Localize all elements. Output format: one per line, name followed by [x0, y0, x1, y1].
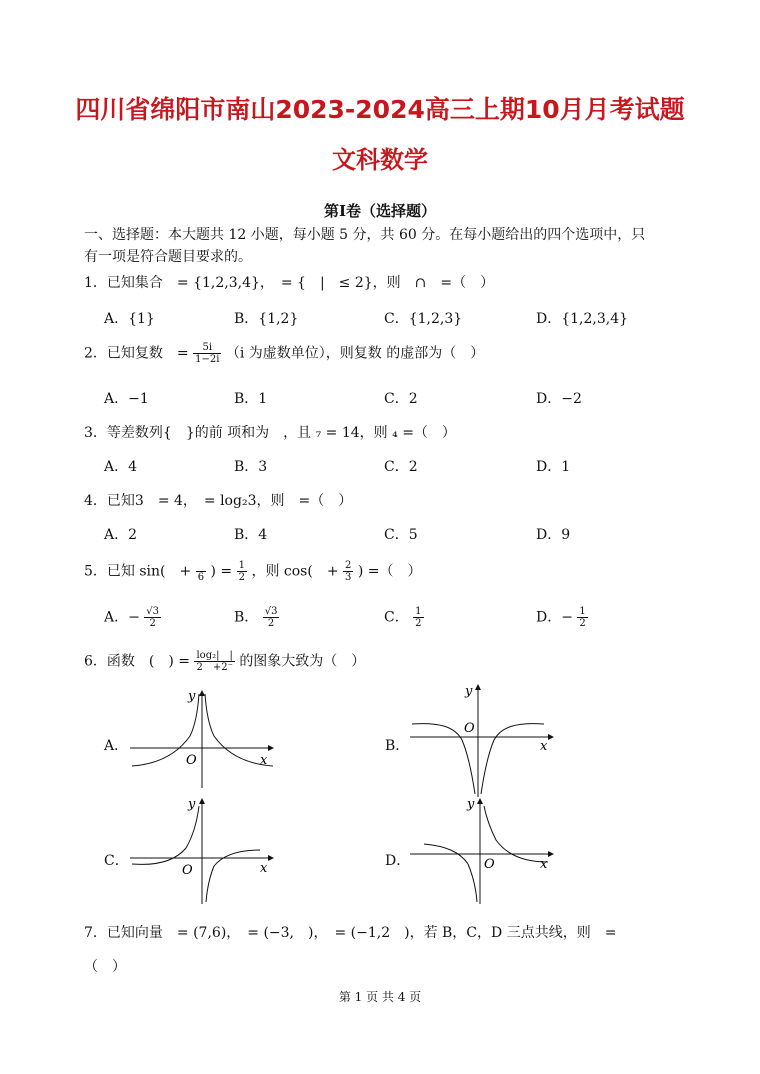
graph-c-x-label: x [260, 861, 268, 876]
question-5-stem-d: ) =（ ） [357, 563, 422, 580]
question-6-stem-b: 的图象大致为（ ） [239, 653, 366, 670]
question-5-option-c-label: C． [384, 609, 409, 626]
section-heading: 第Ⅰ卷（选择题） [323, 202, 437, 220]
graph-b-origin-label: O [464, 721, 475, 736]
question-5-fraction-2-numerator: 1 [238, 560, 245, 571]
question-6-graph-c [130, 796, 275, 906]
graph-b-x-arrow-icon [548, 734, 554, 740]
intro-line-2: 有一项是符合题目要求的。 [84, 249, 252, 265]
question-6-graph-b [410, 682, 555, 797]
question-1-stem: 1．已知集合 = {1,2,3,4}， = { | ≤ 2}，则 ∩ =（ ） [84, 275, 495, 291]
question-5-fraction-1 [196, 560, 206, 583]
question-7-stem-2: （ ） [84, 959, 126, 975]
question-5-option-a-fraction [144, 606, 161, 629]
graph-d-curve-left [424, 844, 477, 902]
question-2-option-a: A．−1 [104, 391, 149, 407]
question-5-option-b-numerator: √3 [264, 606, 278, 617]
graph-a-x-arrow-icon [268, 745, 274, 751]
question-5-option-d [536, 606, 588, 629]
question-5-option-d-denominator: 2 [579, 618, 586, 629]
question-2-fraction-denominator: 1−2i [195, 354, 220, 365]
question-2-fraction [193, 342, 221, 365]
question-5-fraction-2 [237, 560, 247, 583]
intro-line-1: 一、选择题：本大题共 12 小题，每小题 5 分，共 60 分。在每小题给出的四个选项中，只 [84, 227, 646, 243]
question-5-option-a-numerator: √3 [146, 606, 160, 617]
question-2-stem-b: （i 为虚数单位），则复数 的虚部为（ ） [225, 345, 485, 362]
question-5-option-c-fraction [413, 606, 423, 629]
page-footer: 第 1 页 共 4 页 [338, 990, 422, 1004]
question-4-stem: 4．已知3 = 4， = log₂3，则 =（ ） [84, 493, 353, 509]
question-5-option-a-denominator: 2 [149, 618, 156, 629]
question-5-option-a-label: A．− [104, 609, 140, 626]
question-1-option-c: C．{1,2,3} [384, 311, 463, 327]
question-4-option-d: D．9 [536, 527, 571, 543]
question-1-option-d: D．{1,2,3,4} [536, 311, 629, 327]
question-2-stem-a: 2．已知复数 = [84, 345, 189, 362]
question-6-graph-a [130, 688, 275, 788]
graph-a-origin-label: O [186, 753, 197, 768]
question-3-option-c: C．2 [384, 459, 418, 475]
graph-b-y-arrow-icon [475, 684, 481, 690]
question-3-option-d: D．1 [536, 459, 571, 475]
graph-c-x-arrow-icon [268, 855, 274, 861]
question-7-stem: 7．已知向量 = (7,6)， = (−3, )， = (−1,2 )，若 B，C，D 三点共线，则 = [84, 925, 617, 941]
question-5-option-d-numerator: 1 [579, 606, 586, 617]
question-5-fraction-1-denominator: 6 [197, 572, 205, 583]
question-6-option-d-label: D． [385, 853, 411, 869]
question-5-fraction-3 [343, 560, 353, 583]
graph-c-y-arrow-icon [199, 798, 205, 804]
graph-d-x-label: x [540, 857, 548, 872]
page-title: 四川省绵阳市南山2023-2024高三上期10月月考试题 [75, 95, 685, 124]
question-6-option-b-label: B． [385, 738, 410, 754]
question-6-fraction-numerator: log₂| | [194, 650, 234, 662]
question-5-fraction-3-denominator: 3 [345, 572, 352, 583]
question-5-option-d-fraction [577, 606, 587, 629]
question-6-stem-a: 6．函数 ( ) = [84, 653, 191, 670]
graph-a-y-arrow-icon [199, 690, 205, 696]
question-5-fraction-3-numerator: 2 [345, 560, 352, 571]
question-6-graph-d [410, 796, 555, 906]
question-5-stem [84, 560, 422, 583]
question-5-option-b-denominator: 2 [267, 618, 275, 629]
question-2-stem [84, 342, 484, 365]
question-5-stem-b: ) = [210, 563, 233, 580]
graph-d-y-label: y [467, 797, 475, 812]
graph-b-x-label: x [540, 739, 548, 754]
question-6-fraction [194, 650, 234, 673]
graph-d-origin-label: O [484, 857, 495, 872]
graph-b-y-label: y [465, 684, 473, 699]
question-5-option-b [234, 606, 279, 629]
question-4-option-c: C．5 [384, 527, 418, 543]
graph-d-x-arrow-icon [548, 851, 554, 857]
question-3-option-b: B．3 [234, 459, 268, 475]
question-5-option-c [384, 606, 424, 629]
question-1-option-a: A．{1} [104, 311, 155, 327]
question-6-option-c-label: C． [104, 853, 129, 869]
question-2-option-b: B．1 [234, 391, 268, 407]
question-5-option-b-fraction [263, 606, 280, 629]
question-2-option-d: D．−2 [536, 391, 582, 407]
question-6-fraction-denominator: 2 +2⁻ [196, 662, 233, 673]
graph-c-y-label: y [188, 797, 196, 812]
question-5-stem-a: 5．已知 sin( + [84, 563, 192, 580]
question-6-option-a-label: A． [104, 738, 129, 754]
question-5-option-c-numerator: 1 [415, 606, 422, 617]
graph-c-curve-left [132, 806, 199, 864]
question-4-option-b: B．4 [234, 527, 268, 543]
graph-a-y-label: y [188, 689, 196, 704]
question-5-stem-c: ，则 cos( + [251, 563, 339, 580]
graph-c-origin-label: O [182, 863, 193, 878]
question-2-fraction-numerator: 5i [193, 342, 221, 354]
question-5-fraction-2-denominator: 2 [238, 572, 245, 583]
question-5-option-c-denominator: 2 [415, 618, 422, 629]
page-subtitle: 文科数学 [332, 146, 428, 174]
question-3-option-a: A．4 [104, 459, 138, 475]
graph-b-curve-right [481, 724, 544, 794]
question-5-option-b-label: B． [234, 609, 259, 626]
question-5-fraction-1-numerator [196, 560, 206, 572]
graph-d-y-arrow-icon [477, 798, 483, 804]
question-3-stem: 3．等差数列{ }的前 项和为 ，且 ₇ = 14，则 ₄ =（ ） [84, 425, 456, 441]
question-5-option-a [104, 606, 161, 629]
question-2-option-c: C．2 [384, 391, 418, 407]
question-4-option-a: A．2 [104, 527, 138, 543]
question-1-option-b: B．{1,2} [234, 311, 299, 327]
graph-a-x-label: x [260, 753, 268, 768]
question-6-stem [84, 650, 365, 673]
question-5-option-d-label: D．− [536, 609, 573, 626]
